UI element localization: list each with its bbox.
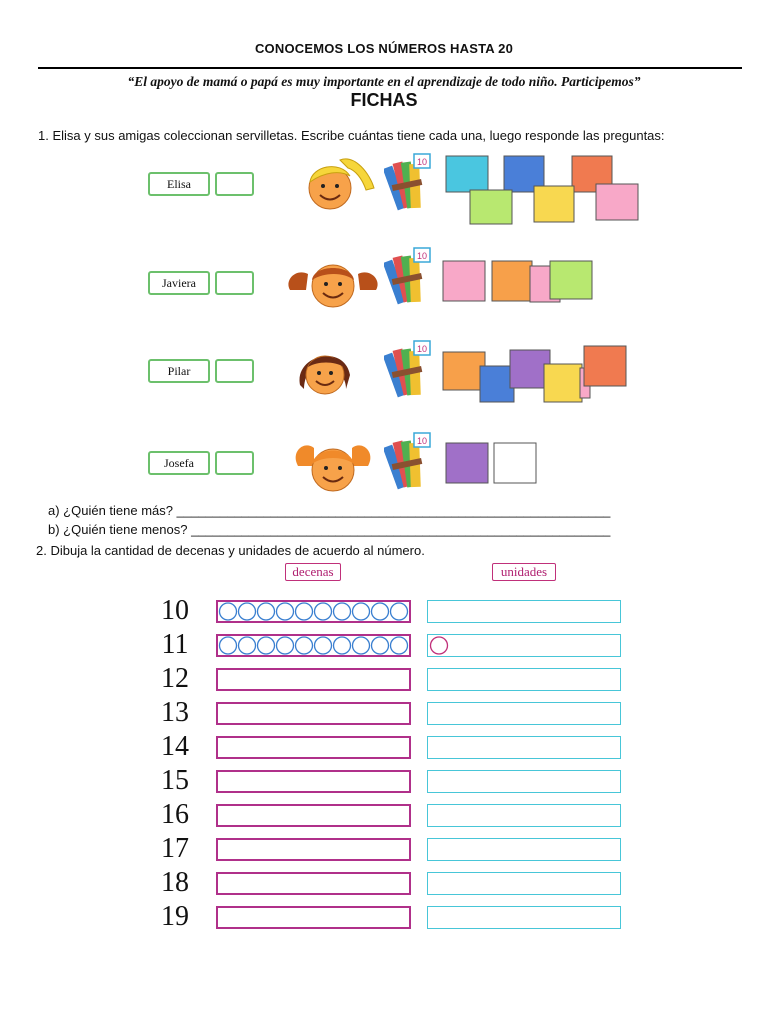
number-label: 13 <box>161 697 189 728</box>
subtitle-fichas: FICHAS <box>350 90 418 110</box>
tens-circle <box>239 603 256 620</box>
tens-circle <box>334 603 351 620</box>
bundle-label: 10 <box>416 436 428 446</box>
bundle-label: 10 <box>416 251 428 261</box>
number-label: 12 <box>161 663 189 694</box>
tens-circle <box>353 637 370 654</box>
bundle-label: 10 <box>416 344 428 354</box>
name-label-elisa: Elisa <box>148 172 210 196</box>
number-label: 17 <box>161 833 189 864</box>
tens-circle <box>296 603 313 620</box>
number-label: 11 <box>161 629 189 660</box>
name-label-pilar: Pilar <box>148 359 210 383</box>
name-label-javiera: Javiera <box>148 271 210 295</box>
tens-circle <box>220 603 237 620</box>
name-label-josefa: Josefa <box>148 451 210 475</box>
parent-quote: “El apoyo de mamá o papá es muy importante en el aprendizaje de todo niño. Participemos” <box>127 74 641 89</box>
tens-circle <box>372 603 389 620</box>
tens-circle <box>334 637 351 654</box>
tens-column-label: decenas <box>285 563 341 581</box>
tens-circle <box>258 637 275 654</box>
question-b: b) ¿Quién tiene menos? __________________________________________________________ <box>48 522 611 537</box>
tens-circle <box>277 603 294 620</box>
tens-circle <box>391 637 408 654</box>
number-label: 19 <box>161 901 189 932</box>
number-label: 18 <box>161 867 189 898</box>
tens-circle <box>391 603 408 620</box>
exercise2-prompt: 2. Dibuja la cantidad de decenas y unidades de acuerdo al número. <box>36 543 425 558</box>
tens-circle <box>315 603 332 620</box>
tens-circle <box>277 637 294 654</box>
document-title: CONOCEMOS LOS NÚMEROS HASTA 20 <box>254 41 514 56</box>
tens-circle <box>220 637 237 654</box>
number-label: 10 <box>161 595 189 626</box>
tens-circle <box>258 603 275 620</box>
bundle-label: 10 <box>416 157 428 167</box>
tens-circle <box>315 637 332 654</box>
tens-circle <box>296 637 313 654</box>
units-circle <box>431 637 448 654</box>
units-column-label: unidades <box>492 563 556 581</box>
question-a: a) ¿Quién tiene más? ____________________________________________________________ <box>48 503 611 518</box>
number-label: 16 <box>161 799 189 830</box>
exercise1-prompt: 1. Elisa y sus amigas coleccionan servilletas. Escribe cuántas tiene cada una, luego responde las preguntas: <box>38 128 665 143</box>
tens-circle <box>372 637 389 654</box>
tens-circle <box>353 603 370 620</box>
tens-circle <box>239 637 256 654</box>
number-label: 15 <box>161 765 189 796</box>
number-label: 14 <box>161 731 189 762</box>
